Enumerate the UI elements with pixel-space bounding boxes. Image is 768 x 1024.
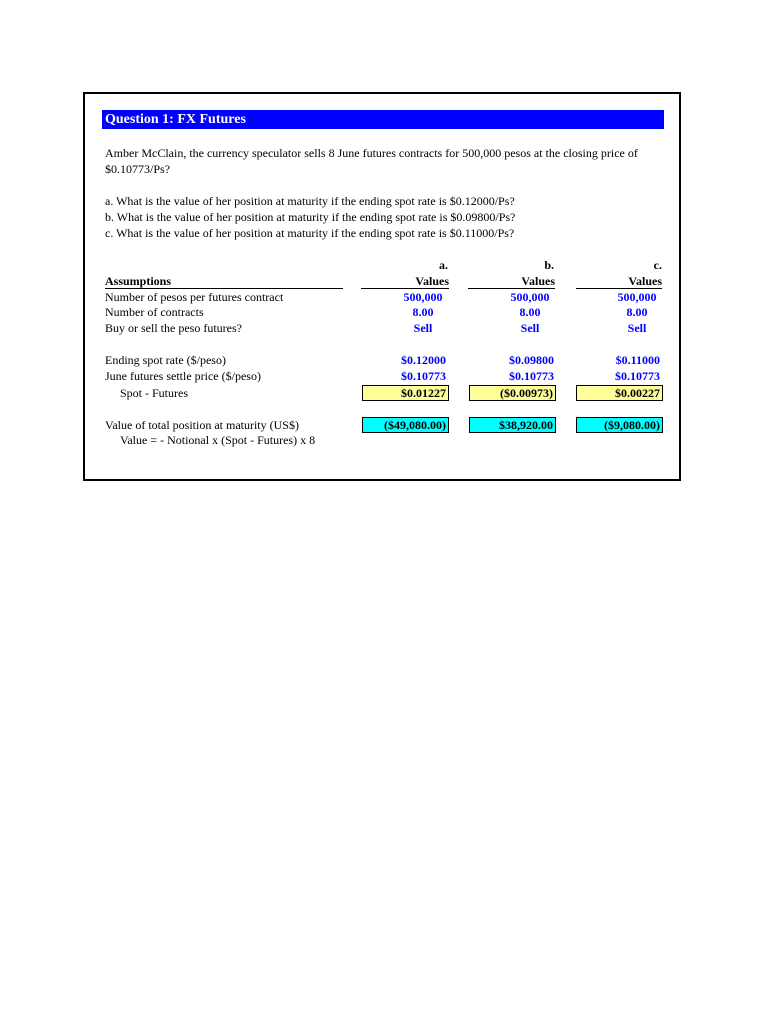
col-b-spot: $0.09800 xyxy=(509,353,554,367)
intro-line-2: $0.10773/Ps? xyxy=(105,162,171,176)
intro-line-1: Amber McClain, the currency speculator sells 8 June futures contracts for 500,000 pesos at the closing price of xyxy=(105,146,638,160)
row-label-futures: June futures settle price ($/peso) xyxy=(105,369,261,383)
col-a-spot: $0.12000 xyxy=(401,353,446,367)
col-b-buy-sell: Sell xyxy=(520,321,540,335)
col-c-spot: $0.11000 xyxy=(615,353,660,367)
col-a-buy-sell: Sell xyxy=(413,321,433,335)
question-title: Question 1: FX Futures xyxy=(102,110,664,129)
col-a-pesos: 500,000 xyxy=(403,290,443,304)
col-c-buy-sell: Sell xyxy=(627,321,647,335)
row-label-buy-sell: Buy or sell the peso futures? xyxy=(105,321,242,335)
col-a-contracts: 8.00 xyxy=(412,305,434,319)
col-b-contracts: 8.00 xyxy=(519,305,541,319)
col-c-contracts: 8.00 xyxy=(626,305,648,319)
col-b-value: $38,920.00 xyxy=(469,417,556,433)
question-a: a. What is the value of her position at maturity if the ending spot rate is $0.12000/Ps? xyxy=(105,194,515,208)
question-b: b. What is the value of her position at maturity if the ending spot rate is $0.09800/Ps? xyxy=(105,210,516,224)
col-a-header: Values xyxy=(361,274,449,289)
assumptions-header: Assumptions xyxy=(105,274,343,289)
col-c-futures: $0.10773 xyxy=(615,369,660,383)
col-c-pesos: 500,000 xyxy=(617,290,657,304)
col-a-value: ($49,080.00) xyxy=(362,417,449,433)
col-b-header: Values xyxy=(468,274,555,289)
col-a-futures: $0.10773 xyxy=(401,369,446,383)
col-b-futures: $0.10773 xyxy=(509,369,554,383)
value-formula: Value = - Notional x (Spot - Futures) x 8 xyxy=(120,433,316,447)
col-a-letter: a. xyxy=(439,258,448,272)
col-b-letter: b. xyxy=(544,258,554,272)
col-a-spot-minus-futures: $0.01227 xyxy=(362,385,449,401)
row-label-spot: Ending spot rate ($/peso) xyxy=(105,353,226,367)
col-b-pesos: 500,000 xyxy=(510,290,550,304)
col-c-header: Values xyxy=(576,274,662,289)
col-b-spot-minus-futures: ($0.00973) xyxy=(469,385,556,401)
col-c-letter: c. xyxy=(653,258,662,272)
question-c: c. What is the value of her position at maturity if the ending spot rate is $0.11000/Ps? xyxy=(105,226,515,240)
row-label-value: Value of total position at maturity (US$) xyxy=(105,418,299,432)
row-label-contracts: Number of contracts xyxy=(105,305,204,319)
col-c-value: ($9,080.00) xyxy=(576,417,663,433)
row-label-pesos: Number of pesos per futures contract xyxy=(105,290,284,304)
col-c-spot-minus-futures: $0.00227 xyxy=(576,385,663,401)
row-label-spot-minus-futures: Spot - Futures xyxy=(120,386,189,400)
